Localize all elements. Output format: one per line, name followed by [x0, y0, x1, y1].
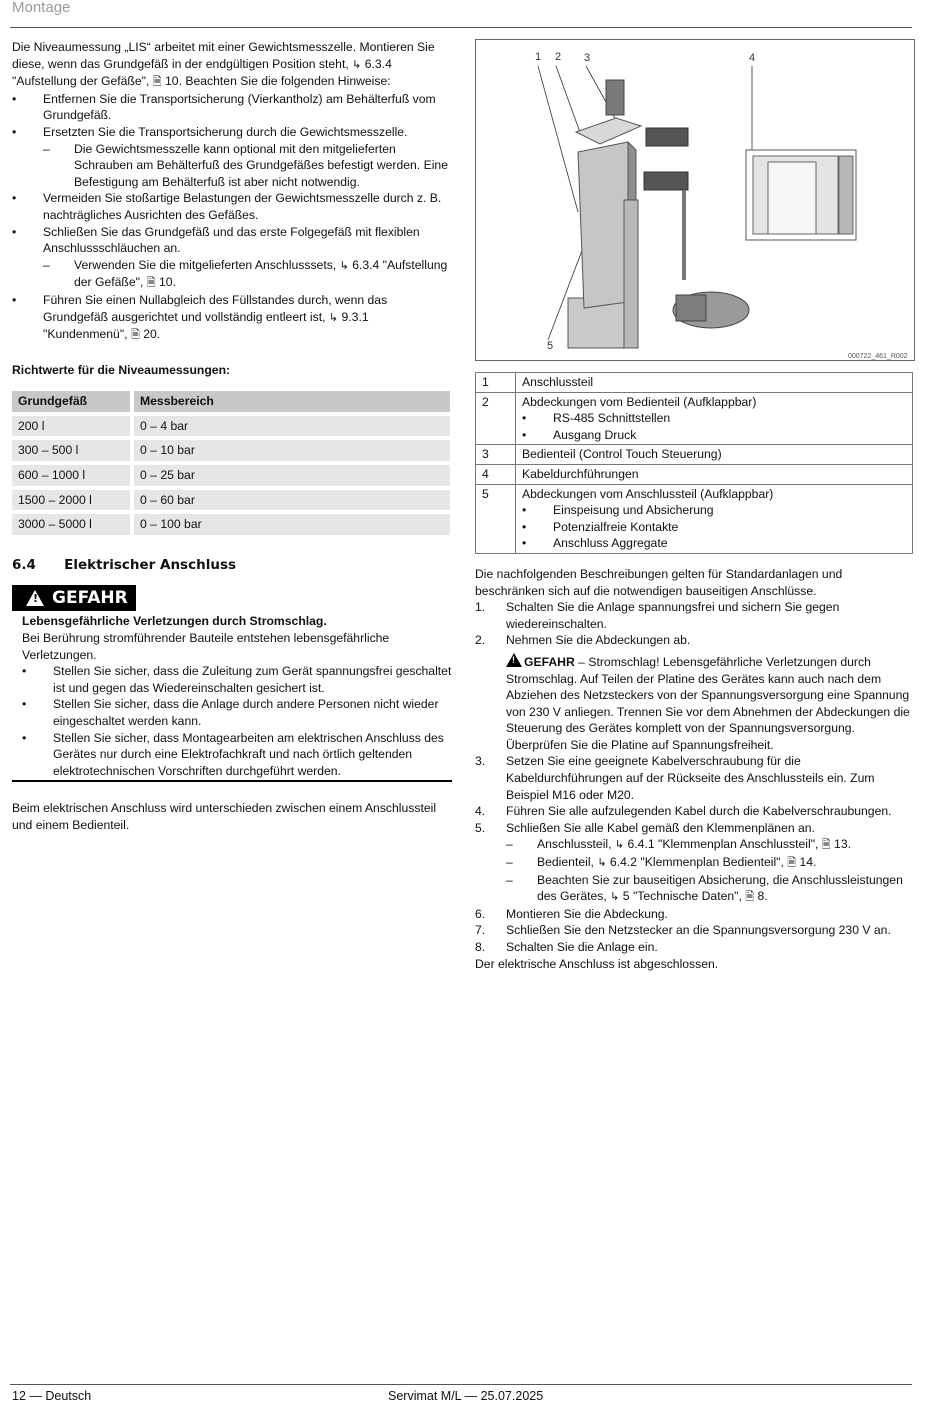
callout-label: 5 [547, 340, 554, 352]
list-item: • Schließen Sie das Grundgefäß und das erste Folgegefäß mit flexiblen Anschlussschläuchen an. [12, 224, 452, 257]
parts-legend-table [475, 372, 913, 554]
cable-gland-detail [746, 150, 856, 240]
table-row [12, 440, 450, 461]
table-cell: 1 [476, 373, 516, 393]
page-icon: 🗎 [787, 857, 797, 870]
list-item: • Einspeisung und Absicherung [522, 502, 906, 519]
table-cell: Anschlussteil [516, 373, 913, 393]
footer-divider [10, 1384, 912, 1385]
procedure-intro: Die nachfolgenden Beschreibungen gelten für Standardanlagen und beschränken sich auf die notwendigen bauseitigen Anschlüsse. [475, 566, 843, 598]
step-number: 6. [475, 906, 486, 921]
table-row [476, 445, 913, 465]
device-illustration [475, 39, 915, 361]
table-row [12, 514, 450, 535]
table-cell: 600 – 1000 l [12, 465, 130, 486]
step-item: 1. Schalten Sie die Anlage spannungsfrei und sichern Sie gegen wiedereinschalten. [475, 600, 840, 631]
tank-body [568, 80, 641, 348]
cross-reference-icon: ↳ [597, 857, 607, 870]
cross-reference-icon: ↳ [610, 891, 620, 904]
list-subitem: – Die Gewichtsmesszelle kann optional mit den mitgelieferten Schrauben am Behälterfuß des Grundgefäßes befestigt werden. Eine Befestigung am Behälterfuß ist aber nicht notwendig. [12, 141, 452, 191]
table-row [476, 484, 913, 553]
page-icon: 🗎 [146, 277, 156, 290]
table-cell: 0 – 10 bar [130, 440, 450, 461]
table-row [476, 373, 913, 393]
callout-label: 1 [535, 51, 542, 63]
table-cell: 0 – 25 bar [130, 465, 450, 486]
step-danger-note: ! GEFAHR – Stromschlag! Lebensgefährliche Verletzungen durch Stromschlag. Auf Teilen der Platine des Gerätes kann auch nach dem Abziehen des Netzsteckers von der Spannungsversorgung eine Spannung von 230 V anliegen. Trennen Sie vor dem Abnehmen der Abdeckungen die Steuerung des Gerätes komplett von der Spannungsversorgung. Überprüfen Sie die Platine auf Spannungsfreiheit. [506, 654, 910, 752]
device-drawing [476, 40, 914, 360]
list-item: • RS-485 Schnittstellen [522, 410, 906, 427]
table-row [476, 392, 913, 445]
step-item: 5. Schließen Sie alle Kabel gemäß den Klemmenplänen an. [475, 820, 815, 835]
table-cell: Abdeckungen vom Anschlussteil (Aufklappbar) • Einspeisung und Absicherung • Potenzialfreie Kontakte • Anschluss Aggregate [516, 484, 913, 553]
callout-label: 2 [555, 51, 562, 63]
danger-bottom-rule [12, 780, 452, 782]
cross-reference-link[interactable]: 6.4.2 "Klemmenplan Bedienteil", [609, 855, 788, 870]
danger-notice [12, 585, 452, 782]
warning-icon: ! [506, 653, 522, 667]
callout-label: 4 [749, 52, 756, 64]
step-item: 8. Schalten Sie die Anlage ein. [475, 940, 658, 954]
table-cell: 4 [476, 464, 516, 484]
table-header-cell: Messbereich [130, 391, 450, 412]
table-header-cell: Grundgefäß [12, 391, 130, 412]
table-cell: 1500 – 2000 l [12, 490, 130, 511]
figure-code: 000722_461_R002 [848, 353, 908, 360]
warning-icon: ! [26, 590, 44, 606]
step-subitem: – Bedienteil, ↳ 6.4.2 "Klemmenplan Bedienteil", 🗎 14. [475, 854, 915, 872]
step-subitem: – Beachten Sie zur bauseitigen Absicherung, die Anschlussleistungen des Gerätes, ↳ 5 "Technische Daten", 🗎 8. [475, 872, 915, 906]
page-icon: 🗎 [745, 891, 755, 904]
list-item: • Entfernen Sie die Transportsicherung (Vierkantholz) am Behälterfuß vom Grundgefäß. [12, 91, 452, 124]
table-header-row [12, 391, 450, 412]
cross-reference-link[interactable]: 6.3.4 "Aufstellung der Gefäße", [74, 257, 448, 290]
danger-text: Bei Berührung stromführender Bauteile entstehen lebensgefährliche Verletzungen. [22, 631, 390, 662]
danger-list-item: • Stellen Sie sicher, dass Montagearbeiten am elektrischen Anschluss des Gerätes nur durch eine Elektrofachkraft und nach örtlich geltenden elektrotechnischen Vorschriften durchgeführt werden. [22, 730, 452, 780]
table-row [12, 490, 450, 511]
cross-reference-icon: ↳ [339, 259, 349, 272]
procedure-steps [475, 599, 915, 955]
table-cell: 3 [476, 445, 516, 465]
table-cell: 2 [476, 392, 516, 445]
list-item: • Potenzialfreie Kontakte [522, 519, 906, 536]
table-cell: 0 – 100 bar [130, 514, 450, 535]
danger-title: Lebensgefährliche Verletzungen durch Stromschlag. [22, 614, 327, 629]
danger-list-item: • Stellen Sie sicher, dass die Anlage durch andere Personen nicht wieder eingeschaltet werden kann. [22, 696, 452, 729]
page-header-title: Montage [12, 0, 71, 16]
table-cell: 300 – 500 l [12, 440, 130, 461]
page-icon: 🗎 [821, 839, 831, 852]
list-item: • Vermeiden Sie stoßartige Belastungen der Gewichtsmesszelle durch z. B. nachträgliches Ausrichten des Gefäßes. [12, 190, 452, 223]
cross-reference-link[interactable]: 9.3.1 "Kundenmenü", [43, 309, 369, 342]
cross-reference-icon: ↳ [352, 58, 362, 71]
danger-label-box: ! GEFAHR [12, 585, 136, 611]
pump-group [644, 128, 749, 328]
list-subitem: – Verwenden Sie die mitgelieferten Anschlusssets, ↳ 6.3.4 "Aufstellung der Gefäße", 🗎 10. [12, 257, 452, 292]
table-row [476, 464, 913, 484]
table-cell: 0 – 4 bar [130, 416, 450, 437]
table-row [12, 416, 450, 437]
step-item: 2. Nehmen Sie die Abdeckungen ab. [475, 633, 691, 648]
danger-list-item: • Stellen Sie sicher, dass die Zuleitung zum Gerät spannungsfrei geschaltet ist und gegen das Wiedereinschalten gesichert ist. [22, 663, 452, 696]
step-number: 3. [475, 754, 486, 769]
table-cell: Kabeldurchführungen [516, 464, 913, 484]
step-item: 3. Setzen Sie eine geeignete Kabelverschraubung für die Kabeldurchführungen auf der Rückseite des Anschlussteils ein. Zum Beispiel M16 oder M20. [475, 754, 875, 802]
table-cell: 5 [476, 484, 516, 553]
table-cell: 3000 – 5000 l [12, 514, 130, 535]
list-item: • Führen Sie einen Nullabgleich des Füllstandes durch, wenn das Grundgefäß ausgerichtet und vollständig entleert ist, ↳ 9.3.1 "Kundenmenü", 🗎 20. [12, 292, 452, 344]
cross-reference-icon: ↳ [328, 311, 339, 324]
header-divider [10, 27, 912, 28]
step-number: 1. [475, 600, 486, 615]
danger-body [12, 613, 452, 779]
cross-reference-link[interactable]: 6.3.4 "Aufstellung der Gefäße", [12, 56, 392, 89]
list-item: • Ausgang Druck [522, 427, 906, 444]
footer-page-info: 12 — Deutsch [12, 1389, 92, 1401]
list-item: • Ersetzten Sie die Transportsicherung durch die Gewichtsmesszelle. [12, 124, 452, 141]
step-number: 2. [475, 633, 486, 648]
table-row [12, 465, 450, 486]
values-table [12, 387, 450, 539]
cross-reference-icon: ↳ [614, 839, 625, 852]
cross-reference-link[interactable]: 6.4.1 "Klemmenplan Anschlussteil", [627, 837, 822, 852]
footer-document-info: Servimat M/L — 25.07.2025 [388, 1389, 544, 1401]
table-cell: 0 – 60 bar [130, 490, 450, 511]
step-number: 5. [475, 820, 486, 835]
section-title: 6.4 Elektrischer Anschluss [12, 556, 237, 573]
page-icon: 🗎 [130, 329, 140, 342]
right-column [475, 39, 915, 972]
list-item: • Anschluss Aggregate [522, 535, 906, 552]
procedure-closing: Der elektrische Anschluss ist abgeschlossen. [475, 956, 719, 971]
intro-paragraph: Die Niveaumessung „LIS“ arbeitet mit einer Gewichtsmesszelle. Montieren Sie diese, wenn das Grundgefäß in der endgültigen Position steht, ↳ 6.3.4 "Aufstellung der Gefäße", 🗎 10. Beachten Sie die folgenden Hinweise: [12, 40, 435, 89]
step-number: 4. [475, 804, 486, 819]
callout-label: 3 [584, 52, 591, 64]
step-item: 6. Montieren Sie die Abdeckung. [475, 906, 668, 921]
table-cell: 200 l [12, 416, 130, 437]
left-column [12, 39, 452, 834]
step-item: 7. Schließen Sie den Netzstecker an die Spannungsversorgung 230 V an. [475, 923, 891, 938]
step-subitem: – Anschlussteil, ↳ 6.4.1 "Klemmenplan Anschlussteil", 🗎 13. [475, 836, 915, 854]
step-number: 7. [475, 923, 486, 938]
table-cell: Abdeckungen vom Bedienteil (Aufklappbar) • RS-485 Schnittstellen • Ausgang Druck [516, 392, 913, 445]
step-item: 4. Führen Sie alle aufzulegenden Kabel durch die Kabelverschraubungen. [475, 804, 892, 819]
table-cell: Bedienteil (Control Touch Steuerung) [516, 445, 913, 465]
page-icon: 🗎 [152, 76, 162, 89]
step-number: 8. [475, 940, 486, 954]
closing-paragraph: Beim elektrischen Anschluss wird unterschieden zwischen einem Anschlussteil und einem Bedienteil. [12, 801, 437, 832]
values-heading: Richtwerte für die Niveaumessungen: [12, 362, 231, 377]
cross-reference-link[interactable]: 5 "Technische Daten", [622, 889, 746, 904]
